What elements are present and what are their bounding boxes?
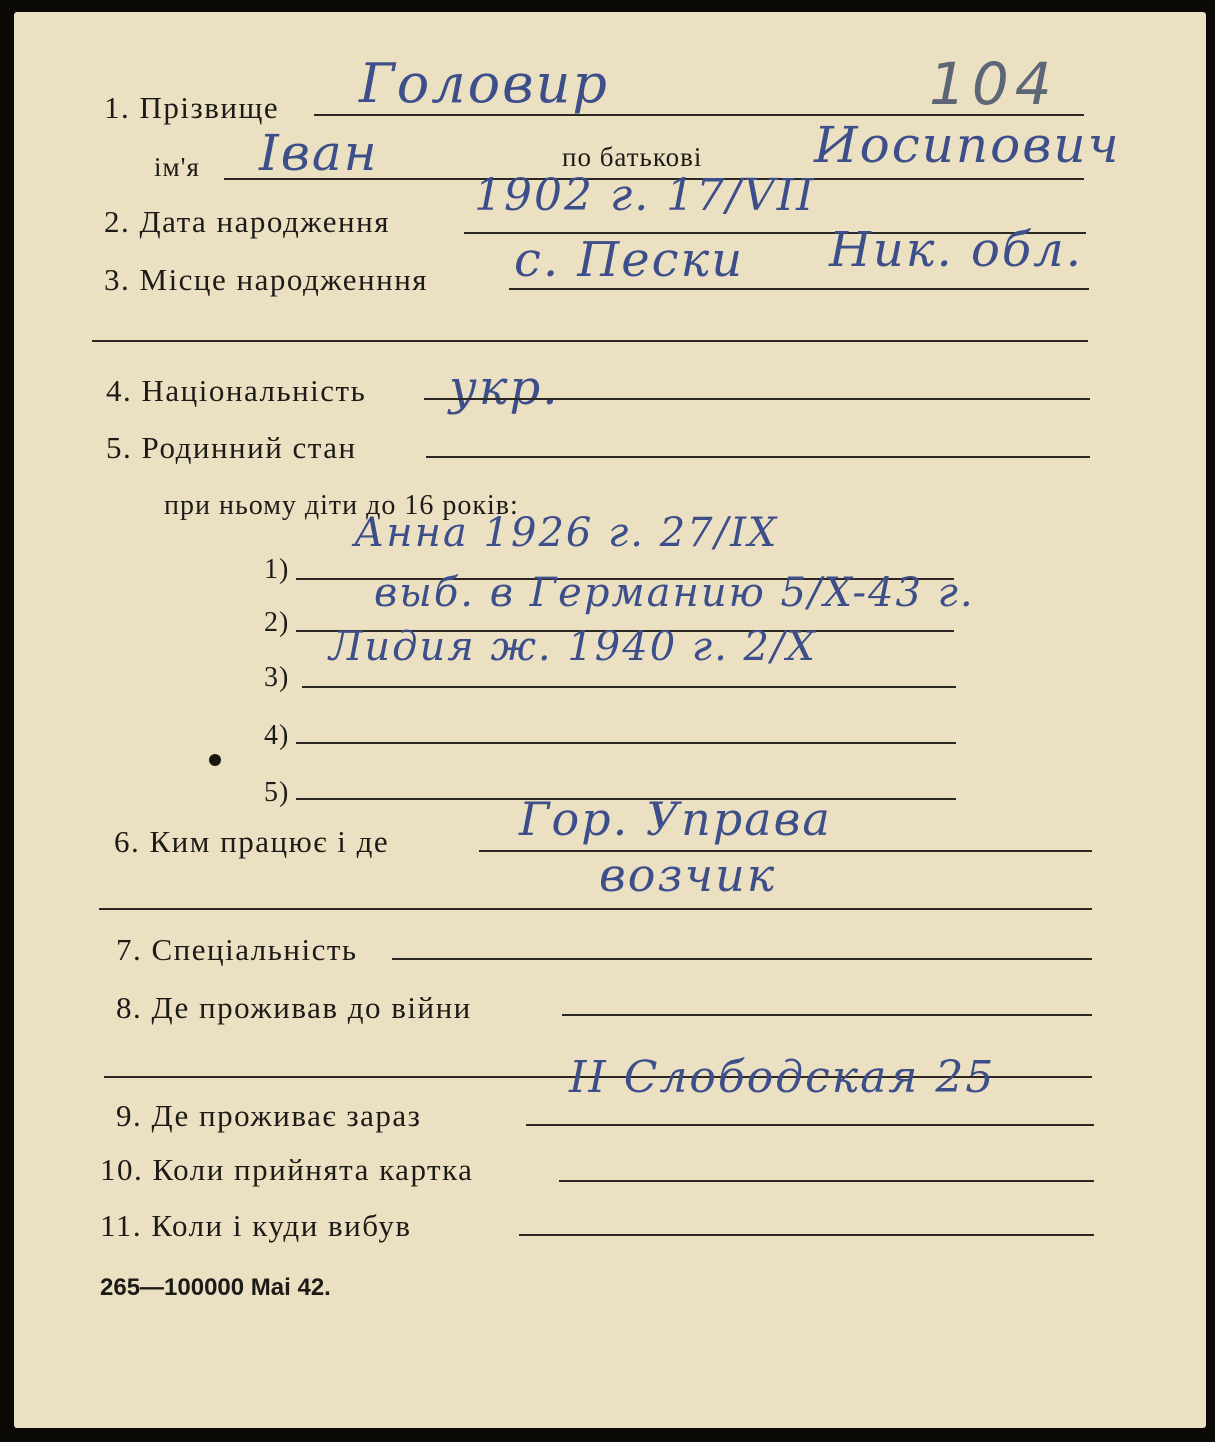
child-number: 2) <box>264 607 290 638</box>
name-label: ім'я <box>154 152 200 182</box>
children-label: при ньому діти до 16 років: <box>164 490 519 521</box>
birth-place-value-1: с. Пески <box>514 232 745 288</box>
child-number: 4) <box>264 720 290 751</box>
birth-place-line <box>509 288 1089 290</box>
current-value: II Слободская 25 <box>569 1052 996 1103</box>
nationality-value: укр. <box>449 360 560 416</box>
patronymic-value: Иосипович <box>814 116 1121 174</box>
card-date-label: 10. Коли прийнята картка <box>100 1152 474 1187</box>
child-number: 3) <box>264 662 290 693</box>
card-date-line <box>559 1180 1094 1182</box>
work-line-2 <box>99 908 1092 910</box>
child-line <box>296 742 956 744</box>
birth-place-line-2 <box>92 340 1088 342</box>
child-value: Лидия ж. 1940 г. 2/X <box>329 624 817 670</box>
birth-place-value-2: Ник. обл. <box>829 222 1083 278</box>
child-number: 1) <box>264 554 290 585</box>
nationality-line <box>424 398 1090 400</box>
work-line <box>479 850 1092 852</box>
birth-date-label: 2. Дата народження <box>104 204 390 239</box>
marital-label: 5. Родинний стан <box>106 430 357 465</box>
child-value: Анна 1926 г. 27/IX <box>354 510 779 556</box>
birth-place-label: 3. Місце народженння <box>104 262 429 297</box>
current-line <box>526 1124 1094 1126</box>
prewar-label: 8. Де проживав до війни <box>116 990 472 1025</box>
specialty-label: 7. Спеціальність <box>116 932 358 967</box>
birth-date-value: 1902 г. 17/VII <box>474 170 816 221</box>
corner-number: 104 <box>929 50 1058 118</box>
print-footer: 265—100000 Mai 42. <box>100 1274 331 1301</box>
specialty-line <box>392 958 1092 960</box>
punch-hole <box>209 754 221 766</box>
work-value-1: Гор. Управа <box>519 792 832 846</box>
work-value-2: возчик <box>599 848 777 902</box>
prewar-line <box>562 1014 1092 1016</box>
name-value: Іван <box>259 124 379 182</box>
surname-value: Головир <box>359 52 609 115</box>
child-number: 5) <box>264 777 290 808</box>
child-line <box>302 686 956 688</box>
current-label: 9. Де проживає зараз <box>116 1098 422 1133</box>
child-value: выб. в Германию 5/X-43 г. <box>374 570 975 616</box>
departed-label: 11. Коли і куди вибув <box>100 1208 412 1243</box>
form-card <box>14 12 1206 1428</box>
marital-line <box>426 456 1090 458</box>
patronymic-label: по батькові <box>562 142 703 172</box>
surname-label: 1. Прізвище <box>104 90 280 125</box>
nationality-label: 4. Національність <box>106 373 367 408</box>
departed-line <box>519 1234 1094 1236</box>
work-label: 6. Ким працює і де <box>114 824 390 859</box>
